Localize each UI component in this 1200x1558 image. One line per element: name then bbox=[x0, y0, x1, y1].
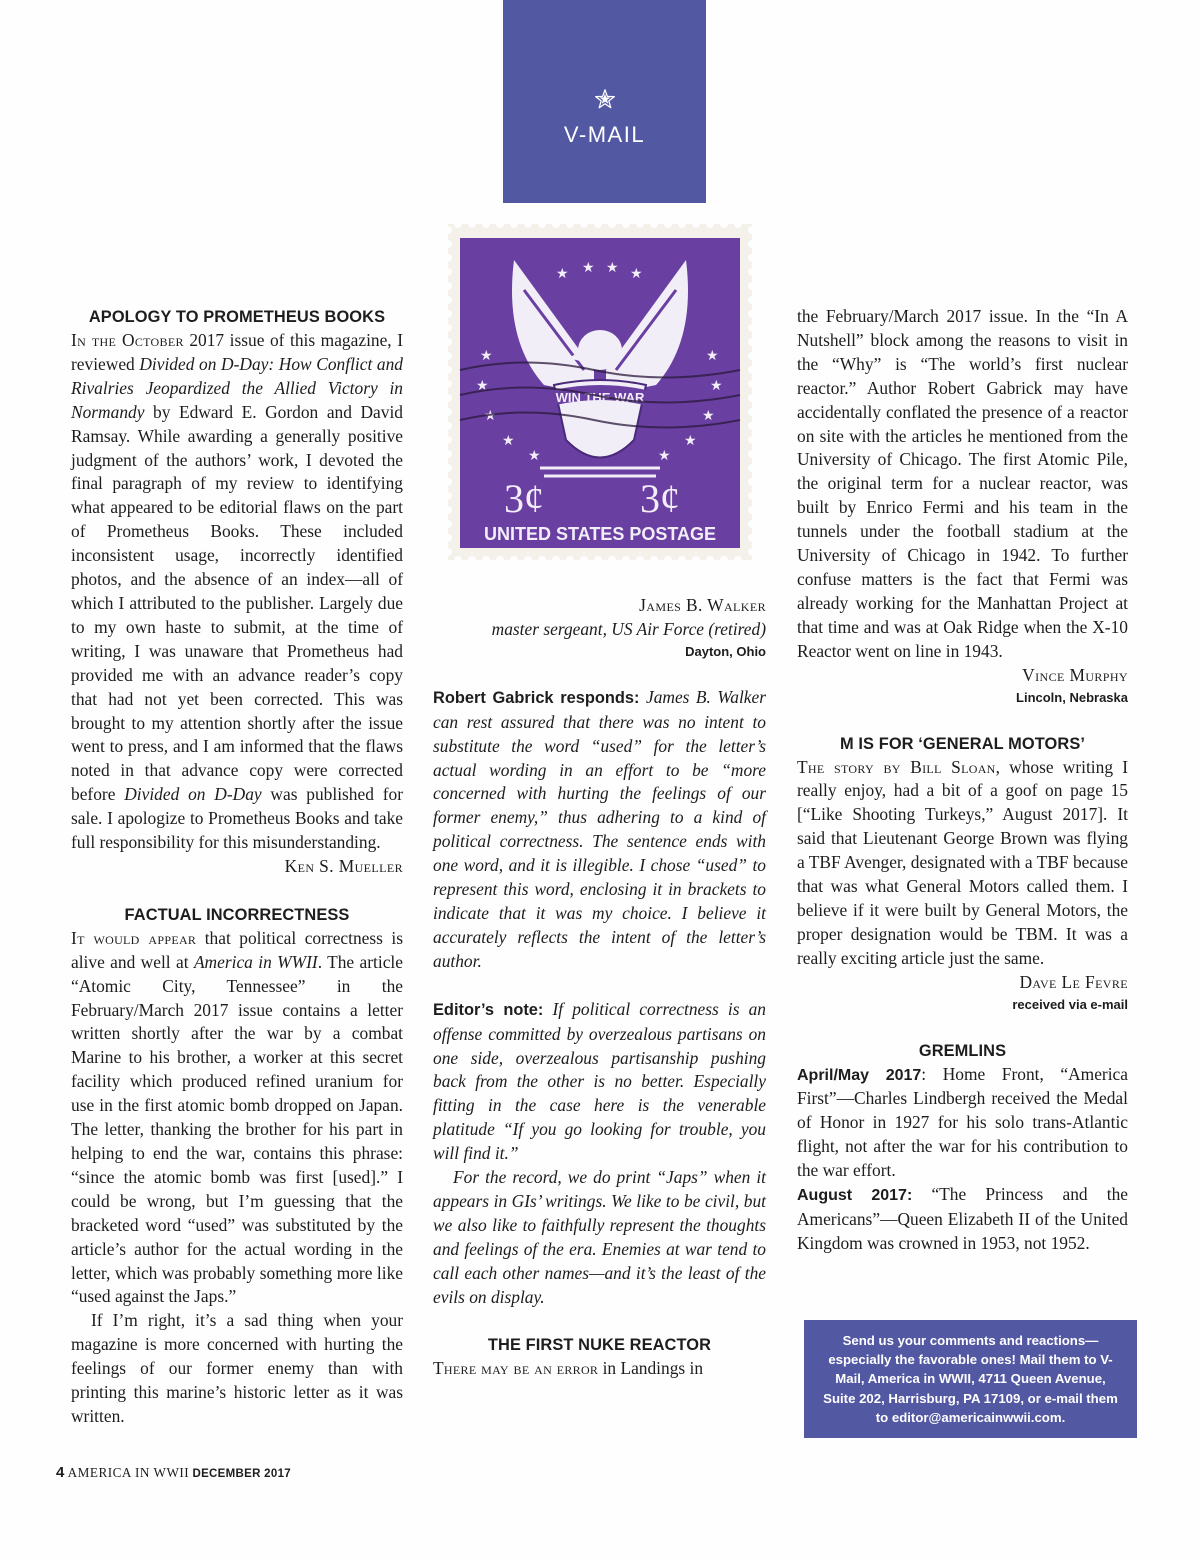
column-center bbox=[433, 594, 766, 1381]
letter-signer-location: Dayton, Ohio bbox=[685, 643, 766, 659]
section-banner bbox=[503, 0, 706, 203]
column-right bbox=[797, 305, 1128, 1256]
svg-text:★: ★ bbox=[476, 378, 489, 394]
svg-text:WIN THE WAR: WIN THE WAR bbox=[555, 390, 645, 405]
letter-heading: APOLOGY TO PROMETHEUS BOOKS bbox=[88, 308, 386, 326]
letter-heading: FACTUAL INCORRECTNESS bbox=[124, 905, 350, 924]
postage-stamp-image bbox=[444, 220, 756, 564]
gremlin-item: August 2017: “The Princess and the Americans”—Queen Elizabeth II of the United Kingdom was crowned in 1953, not 1952. bbox=[797, 1184, 1128, 1253]
svg-text:★: ★ bbox=[684, 433, 697, 449]
letter-signature: Vince Murphy bbox=[1022, 664, 1128, 685]
letter-body: If I’m right, it’s a sad thing when your magazine is more concerned with hurting the feelings of our former enemy than with printing this marine’s historic letter as it was written. bbox=[71, 1310, 403, 1426]
publication-name: AMERICA IN WWII bbox=[67, 1465, 190, 1480]
contact-info-text: Send us your comments and reactions—especially the favorable ones! Mail them to V-Mail, America in WWII, 4711 Queen Avenue, Suite 202, Harrisburg, PA 17109, or e-mail them to editor@americainwwii.com. bbox=[823, 1332, 1118, 1425]
svg-text:★: ★ bbox=[502, 433, 515, 449]
svg-text:★: ★ bbox=[528, 448, 541, 464]
letter-body: The story by Bill Sloan, whose writing I really enjoy, had a bit of a goof on page 15 [“Like Shooting Turkeys,” August 2017]. It said that Lieutenant George Brown was flying a TBF Avenger, designated with a TBF because that was what General Motors called them. I believe if it were built by General Motors, the proper designation would be TBM. It was a really exciting article just the same. bbox=[797, 756, 1128, 968]
author-response: Robert Gabrick responds: James B. Walker can rest assured that there was no intent to substitute the word “used” for the letter’s actual wording in an effort to be “more concerned with hurting the feelings of our former enemy,” thus adhering to a kind of political correctness. The sentence ends with one word, and it is illegible. I chose “used” to represent this word, enclosing it in brackets to indicate that it was my choice. I believe it accurately reflects the intent of the letter’s author. bbox=[433, 686, 766, 971]
column-left bbox=[71, 305, 403, 1429]
editor-note: For the record, we do print “Japs” when it appears in GIs’ writings. We like to be civil, but we also like to faithfully represent the thoughts and feelings of the era. Enemies at war tend to call each other names—and it’s the least of the evils on display. bbox=[433, 1167, 766, 1307]
svg-text:★: ★ bbox=[484, 408, 497, 424]
letter-body: In the October 2017 issue of this magazine, I reviewed Divided on D-Day: How Conflict and Rivalries Jeopardized the Allied Victory in Normandy by Edward E. Gordon and David Ramsay. While awarding a generally positive judgment of the authors’ work, I devoted the final paragraph of my review to identifying what appeared to be editorial flaws on the part of Prometheus Books. These included inconsistent usage, incorrectly identified photos, and the absence of an index—all of which I attributed to the publisher. Largely due to my own haste to submit, at the time of writing, I was unaware that Prometheus had provided me with an advance reader’s copy that had not yet been corrected. This was brought to my attention shortly after the issue went to press, and I am informed that the flaws noted in that advance copy were corrected before Divided on D-Day was published for sale. I apologize to Prometheus Books and take full responsibility for this misunderstanding. bbox=[71, 330, 404, 853]
gremlin-item: April/May 2017: Home Front, “America First”—Charles Lindbergh received the Medal of Honor in 1927 for his solo trans-Atlantic flight, not after the war for his contribution to the war effort. bbox=[797, 1063, 1128, 1181]
letter-heading: M IS FOR ‘GENERAL MOTORS’ bbox=[839, 734, 1086, 753]
letter-heading: THE FIRST NUKE REACTOR bbox=[487, 1336, 712, 1355]
svg-text:★: ★ bbox=[706, 348, 719, 364]
page-footer bbox=[56, 1464, 291, 1481]
svg-text:★: ★ bbox=[480, 348, 493, 364]
letter-signer-location: received via e-mail bbox=[1012, 996, 1128, 1012]
letter-signature: James B. Walker bbox=[639, 595, 766, 615]
section-title: V-MAIL bbox=[563, 122, 646, 147]
svg-text:3¢: 3¢ bbox=[504, 476, 544, 521]
issue-date: DECEMBER 2017 bbox=[192, 1468, 291, 1480]
svg-text:★: ★ bbox=[556, 266, 569, 282]
page-number: 4 bbox=[56, 1464, 65, 1481]
contact-info-box bbox=[804, 1320, 1137, 1438]
letter-body: There may be an error in Landings in bbox=[433, 1358, 704, 1379]
letter-signer-location: Lincoln, Nebraska bbox=[1016, 689, 1128, 705]
letter-body: It would appear that political correctness is alive and well at America in WWII. The article “Atomic City, Tennessee” in the February/March 2017 issue contains a letter written shortly after the war by a combat Marine to his brother, a worker at this secret facility which produced refined uranium for use in the first atomic bomb dropped on Japan. The letter, thanking the brother for his part in helping to end the war, contains this phrase: “since the atomic bomb was first [used].” I could be wrong, but I’m guessing that the bracketed word “used” was substituted by the article’s author for the actual wording in the letter, which was probably something more like “used against the Japs.” bbox=[71, 927, 403, 1307]
letter-signature: Dave Le Fevre bbox=[1019, 971, 1128, 992]
svg-text:UNITED STATES POSTAGE: UNITED STATES POSTAGE bbox=[483, 524, 717, 544]
svg-text:★: ★ bbox=[658, 448, 671, 464]
svg-text:★: ★ bbox=[710, 378, 723, 394]
svg-text:★: ★ bbox=[702, 408, 715, 424]
letter-signer-role: master sergeant, US Air Force (retired) bbox=[491, 618, 766, 639]
editor-note: Editor’s note: If political correctness is an offense committed by overzealous partisans on one side, overzealous partisanship pushing back from the other is no better. Especially fitting in the case here is the venerable platitude “If you go looking for trouble, you will find it.” bbox=[433, 998, 766, 1164]
svg-text:3¢: 3¢ bbox=[640, 476, 680, 521]
svg-text:★: ★ bbox=[630, 266, 643, 282]
svg-text:★: ★ bbox=[582, 260, 595, 276]
letter-signature: Ken S. Mueller bbox=[284, 855, 403, 876]
letter-body: the February/March 2017 issue. In the “In A Nutshell” block among the reasons to visit in the “Why” is “The world’s first nuclear reactor.” Author Robert Gabrick may have accidentally conflated the presence of a reactor on site with the articles he mentioned from the University of Chicago. The first Atomic Pile, the original term for a nuclear reactor, was built by Enrico Fermi and his team in the tunnels under the football stadium at the University of Chicago in 1942. To further confuse matters is the fact that Fermi was already working for the Manhattan Project at that time and was at Oak Ridge when the X-10 Reactor went on line in 1943. bbox=[797, 306, 1128, 661]
svg-text:★: ★ bbox=[606, 260, 619, 276]
gremlins-heading: GREMLINS bbox=[918, 1041, 1007, 1060]
star-icon bbox=[503, 88, 706, 114]
